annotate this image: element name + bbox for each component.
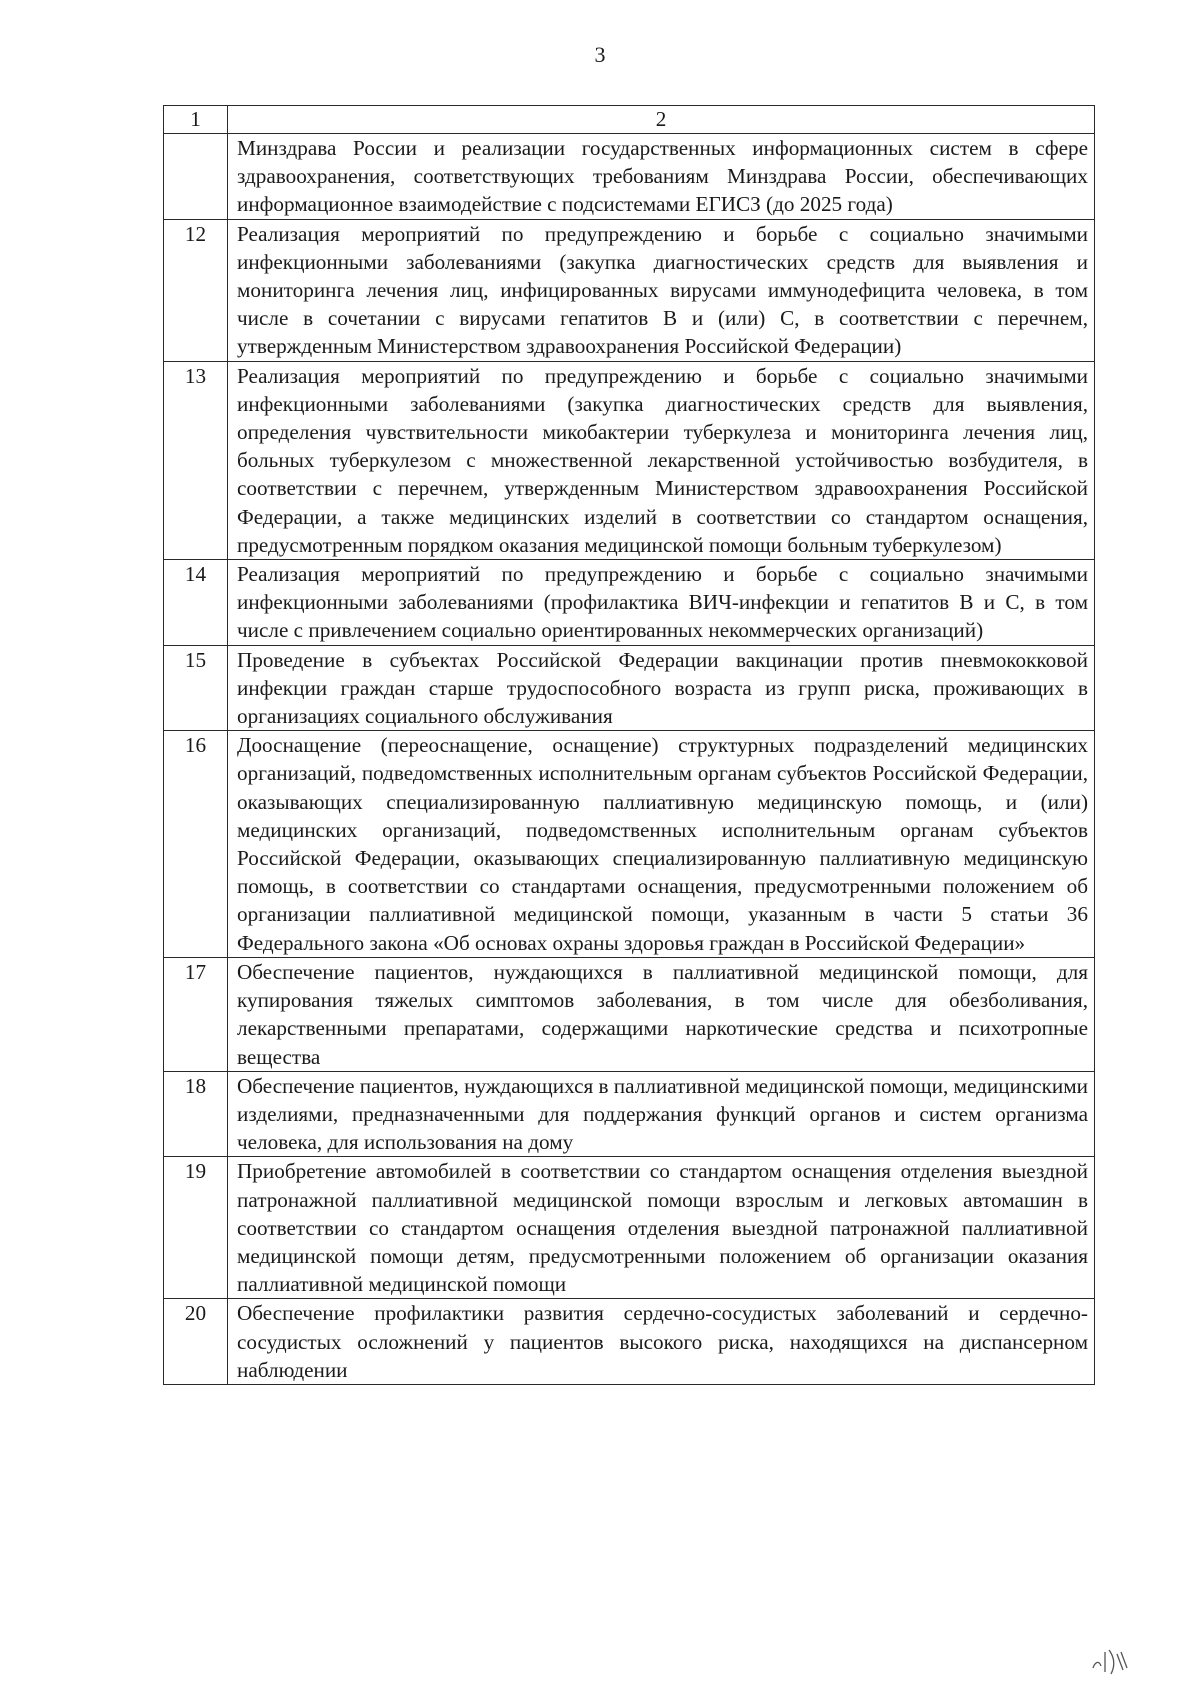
table-row [164,1157,1095,1299]
row-text: Реализация мероприятий по предупреждению и борьбе с социально значимыми инфекционными заболеваниями (закупка диагностических средств для выявления и мониторинга лечения лиц, инфицированных вирусами иммунодефицита человека, в том числе в сочетании с вирусами гепатитов В и (или) С, в соответствии с перечнем, утвержденным Министерством здравоохранения Российской Федерации) [228,219,1095,361]
header-cell-text: 2 [228,106,1095,134]
row-number [164,134,228,220]
table-row [164,957,1095,1071]
handwritten-mark [1085,1640,1135,1680]
row-number: 20 [164,1299,228,1385]
table-row [164,1299,1095,1385]
header-cell-number: 1 [164,106,228,134]
page-number: 3 [594,42,606,67]
table-row [164,361,1095,559]
row-text: Минздрава России и реализации государственных информационных систем в сфере здравоохранения, соответствующих требованиям Минздрава России, обеспечивающих информационное взаимодействие с подсистемами ЕГИСЗ (до 2025 года) [228,134,1095,220]
table-row [164,134,1095,220]
row-text: Реализация мероприятий по предупреждению и борьбе с социально значимыми инфекционными заболеваниями (закупка диагностических средств для выявления, определения чувствительности микобактерии туберкулеза и мониторинга лечения лиц, больных туберкулезом с множественной лекарственной устойчивостью возбудителя, в соответствии с перечнем, утвержденным Министерством здравоохранения Российской Федерации, а также медицинских изделий в соответствии со стандартом оснащения, предусмотренным порядком оказания медицинской помощи больным туберкулезом) [228,361,1095,559]
row-number: 17 [164,957,228,1071]
table-row [164,560,1095,646]
table-row [164,219,1095,361]
row-number: 18 [164,1071,228,1157]
table-header-row [164,106,1095,134]
row-number: 12 [164,219,228,361]
row-number: 19 [164,1157,228,1299]
row-text: Реализация мероприятий по предупреждению и борьбе с социально значимыми инфекционными заболеваниями (профилактика ВИЧ-инфекции и гепатитов В и С, в том числе с привлечением социально ориентированных некоммерческих организаций) [228,560,1095,646]
row-number: 15 [164,645,228,731]
table-row [164,731,1095,958]
table-row [164,1071,1095,1157]
row-number: 13 [164,361,228,559]
measures-table [163,105,1095,1385]
row-text: Дооснащение (переоснащение, оснащение) структурных подразделений медицинских организаций, подведомственных исполнительным органам субъектов Российской Федерации, оказывающих специализированную паллиативную медицинскую помощь, и (или) медицинских организаций, подведомственных исполнительным органам субъектов Российской Федерации, оказывающих специализированную паллиативную медицинскую помощь, в соответствии со стандартами оснащения, предусмотренными положением об организации паллиативной медицинской помощи, указанным в части 5 статьи 36 Федерального закона «Об основах охраны здоровья граждан в Российской Федерации» [228,731,1095,958]
row-text: Обеспечение профилактики развития сердечно-сосудистых заболеваний и сердечно-сосудистых осложнений у пациентов высокого риска, находящихся на диспансерном наблюдении [228,1299,1095,1385]
row-text: Приобретение автомобилей в соответствии со стандартом оснащения отделения выездной патронажной паллиативной медицинской помощи взрослым и легковых автомашин в соответствии со стандартом оснащения отделения выездной патронажной паллиативной медицинской помощи детям, предусмотренными положением об организации оказания паллиативной медицинской помощи [228,1157,1095,1299]
row-text: Проведение в субъектах Российской Федерации вакцинации против пневмококковой инфекции граждан старше трудоспособного возраста из групп риска, проживающих в организациях социального обслуживания [228,645,1095,731]
row-text: Обеспечение пациентов, нуждающихся в паллиативной медицинской помощи, медицинскими изделиями, предназначенными для поддержания функций органов и систем организма человека, для использования на дому [228,1071,1095,1157]
table-row [164,645,1095,731]
row-number: 16 [164,731,228,958]
row-number: 14 [164,560,228,646]
row-text: Обеспечение пациентов, нуждающихся в паллиативной медицинской помощи, для купирования тяжелых симптомов заболевания, в том числе для обезболивания, лекарственными препаратами, содержащими наркотические средства и психотропные вещества [228,957,1095,1071]
